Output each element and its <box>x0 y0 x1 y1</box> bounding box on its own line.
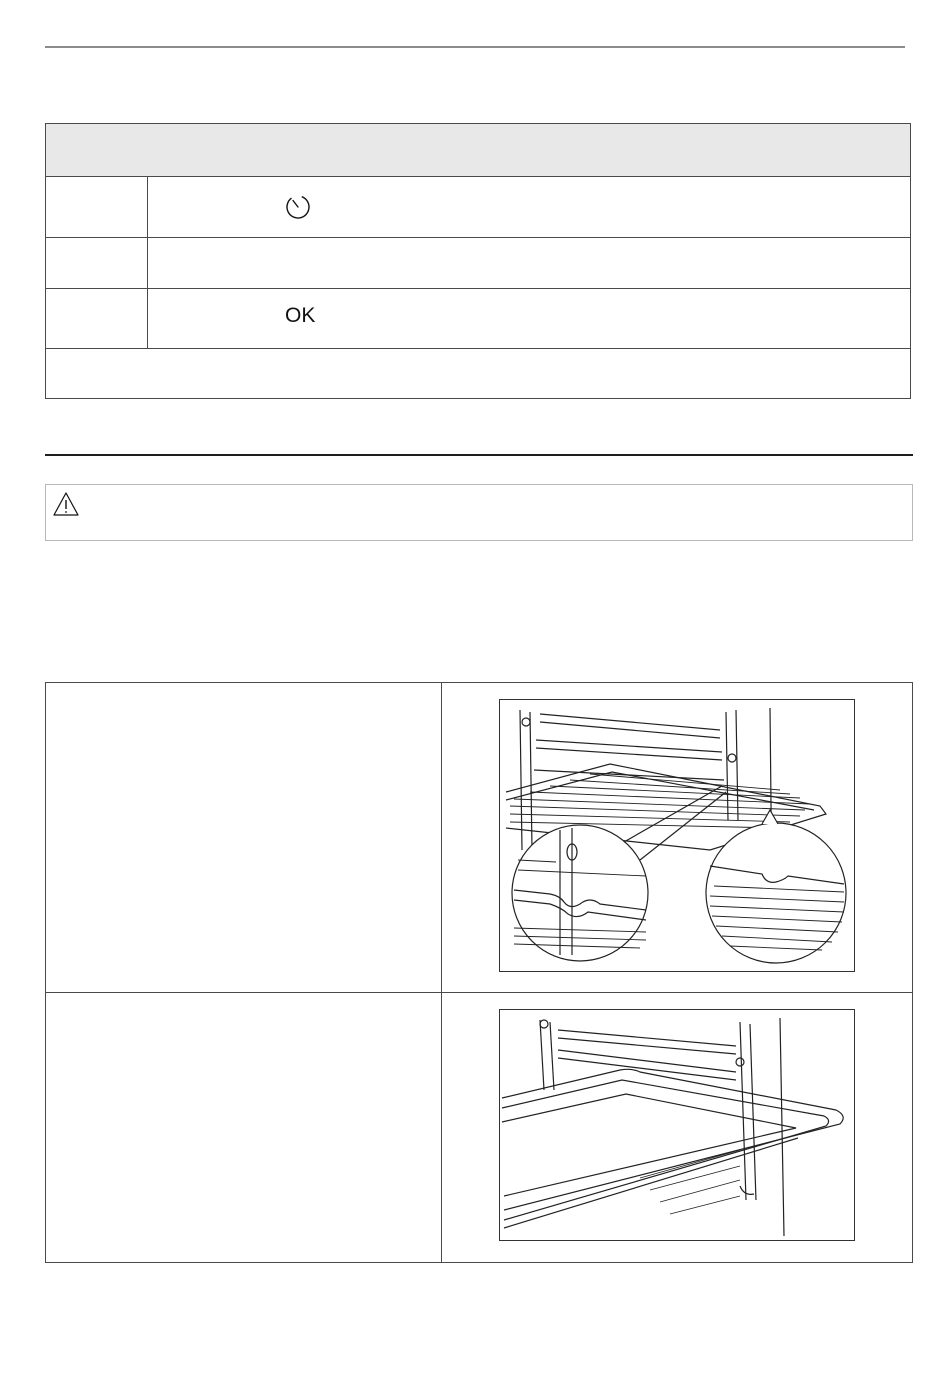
top-rule <box>45 46 905 48</box>
timer-icon <box>285 194 311 220</box>
warning-box <box>45 484 913 541</box>
step-cell <box>46 288 148 348</box>
settings-table <box>45 123 911 399</box>
table-note-row <box>46 348 910 398</box>
section-rule <box>45 454 913 456</box>
row-divider <box>46 992 912 993</box>
wire-shelf-illustration <box>499 699 855 972</box>
description-cell <box>148 237 910 288</box>
baking-tray-illustration <box>499 1009 855 1241</box>
table-row <box>46 237 910 289</box>
description-cell <box>148 288 910 348</box>
description-cell <box>148 176 910 237</box>
warning-triangle-icon <box>52 491 80 517</box>
step-cell <box>46 176 148 237</box>
table-header <box>46 124 910 177</box>
ok-key-label: OK <box>285 304 316 327</box>
accessories-table <box>45 682 913 1263</box>
table-row <box>46 288 910 349</box>
column-divider <box>441 683 442 1262</box>
table-row <box>46 176 910 238</box>
step-cell <box>46 237 148 288</box>
